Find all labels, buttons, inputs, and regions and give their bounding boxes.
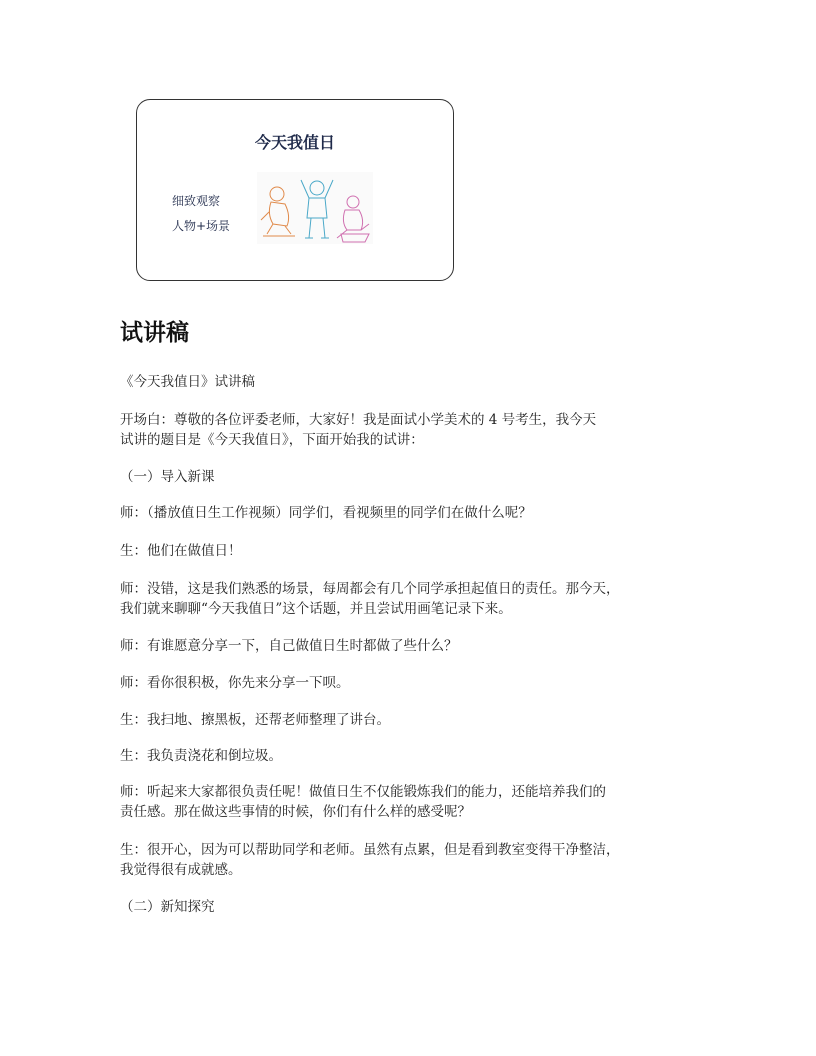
paragraph-dialogue: 师：有谁愿意分享一下，自己做值日生时都做了些什么？ bbox=[120, 638, 458, 654]
paragraph-dialogue: 师：（播放值日生工作视频）同学们，看视频里的同学们在做什么呢？ bbox=[120, 505, 532, 521]
paragraph-dialogue: 责任感。那在做这些事情的时候，你们有什么样的感受呢？ bbox=[120, 804, 471, 820]
paragraph-opening-line1: 开场白：尊敬的各位评委老师，大家好！我是面试小学美术的 4 号考生，我今天 bbox=[120, 412, 597, 428]
paragraph-dialogue: 我觉得很有成就感。 bbox=[120, 862, 242, 878]
paragraph-dialogue: 我们就来聊聊“今天我值日”这个话题，并且尝试用画笔记录下来。 bbox=[120, 601, 512, 617]
paragraph-dialogue: 师：没错，这是我们熟悉的场景，每周都会有几个同学承担起值日的责任。那今天， bbox=[120, 581, 620, 597]
section-heading-explore: （二）新知探究 bbox=[120, 899, 215, 915]
paragraph-dialogue: 师：看你很积极，你先来分享一下呗。 bbox=[120, 675, 350, 691]
page-heading: 试讲稿 bbox=[120, 320, 189, 346]
paragraph-dialogue: 师：听起来大家都很负责任呢！做值日生不仅能锻炼我们的能力，还能培养我们的 bbox=[120, 784, 606, 800]
paragraph-dialogue: 生：我负责浇花和倒垃圾。 bbox=[120, 748, 282, 764]
paragraph-dialogue: 生：我扫地、擦黑板，还帮老师整理了讲台。 bbox=[120, 712, 390, 728]
paragraph-dialogue: 生：很开心，因为可以帮助同学和老师。虽然有点累，但是看到教室变得干净整洁， bbox=[120, 842, 620, 858]
section-heading-intro: （一）导入新课 bbox=[120, 469, 215, 485]
slide-text-people-scene: 人物+场景 bbox=[172, 219, 231, 233]
paragraph-opening-line2: 试讲的题目是《今天我值日》，下面开始我的试讲： bbox=[120, 432, 424, 448]
slide-text-observe: 细致观察 bbox=[172, 194, 221, 208]
slide-thumbnail bbox=[136, 99, 454, 281]
slide-title: 今天我值日 bbox=[254, 133, 335, 152]
children-sketch-illustration bbox=[257, 172, 373, 244]
paragraph-title: 《今天我值日》试讲稿 bbox=[120, 374, 255, 390]
paragraph-dialogue: 生：他们在做值日！ bbox=[120, 543, 242, 559]
